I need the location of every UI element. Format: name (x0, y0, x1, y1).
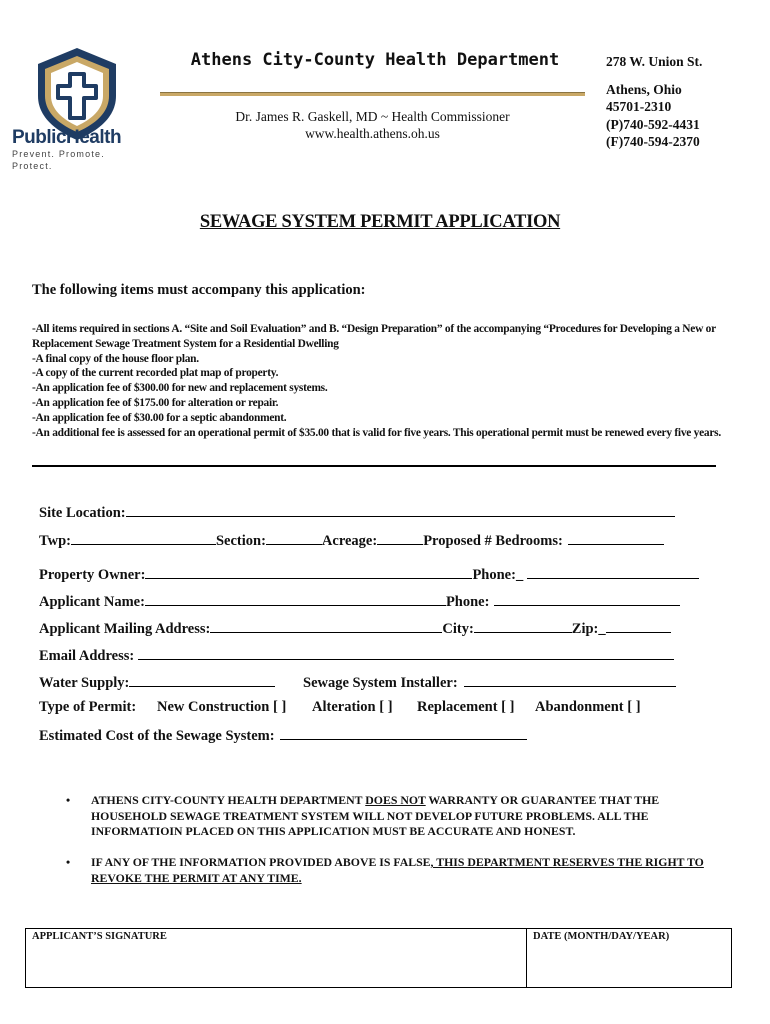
estimated-cost-field[interactable] (280, 724, 527, 740)
location-details-row (39, 529, 664, 547)
signature-table (25, 928, 732, 988)
header-divider (160, 92, 585, 96)
mailing-address-label: Applicant Mailing Address: (39, 621, 211, 637)
applicant-signature-cell[interactable] (26, 929, 527, 987)
applicant-name-row (39, 590, 680, 608)
requirement-item: -An application fee of $300.00 for new and replacement systems. (32, 382, 328, 395)
twp-field[interactable] (71, 529, 216, 545)
disclaimer-revoke (66, 855, 726, 886)
property-owner-label: Property Owner: (39, 567, 146, 583)
owner-phone-field[interactable] (527, 563, 699, 579)
disclaimer-text: IF ANY OF THE INFORMATION PROVIDED ABOVE IS FALSE, THIS DEPARTMENT RESERVES THE RIGHT TO REVOKE THE PERMIT AT ANY TIME. (91, 855, 704, 885)
street-address: 278 W. Union St. (606, 54, 703, 69)
property-owner-row (39, 563, 699, 581)
applicant-phone-label: Phone: (445, 594, 490, 610)
permit-type-row (39, 698, 136, 716)
zip-field[interactable] (606, 617, 671, 633)
bedrooms-label: Proposed # Bedrooms: (423, 533, 563, 549)
commissioner-name: Dr. James R. Gaskell, MD ~ Health Commissioner (235, 109, 510, 124)
city-field[interactable] (474, 617, 572, 633)
applicant-phone-field[interactable] (494, 590, 680, 606)
owner-phone-label: Phone:_ (472, 567, 524, 583)
water-supply-label: Water Supply: (39, 675, 130, 691)
signature-date-cell[interactable] (527, 929, 731, 987)
acreage-label: Acreage: (321, 533, 378, 549)
signature-date-label: DATE (MONTH/DAY/YEAR) (533, 931, 670, 942)
logo-title: PublicHealth (12, 127, 122, 148)
water-supply-field[interactable] (129, 671, 275, 687)
installer-row (303, 671, 676, 689)
section-field[interactable] (266, 529, 322, 545)
acreage-field[interactable] (377, 529, 423, 545)
section-label: Section: (215, 533, 266, 549)
requirements-heading: The following items must accompany this application: (32, 282, 366, 298)
requirement-item: -An application fee of $30.00 for a septic abandonment. (32, 411, 287, 424)
section-divider (32, 465, 716, 467)
disclaimer-text: ATHENS CITY-COUNTY HEALTH DEPARTMENT DOES NOT WARRANTY OR GUARANTEE THAT THE HOUSEHOLD SEWAGE TREATMENT SYSTEM WILL NOT DEVELOP FUTURE PROBLEMS. ALL THE INFORMATIOIN PLACED ON THIS APPLICATION MUST BE ACCURATE AND HONEST. (91, 793, 660, 838)
city-label: City: (442, 621, 474, 637)
permit-type-abandonment[interactable]: Abandonment [ ] (535, 699, 641, 715)
permit-type-new-construction[interactable]: New Construction [ ] (157, 699, 287, 715)
disclaimer-warranty (66, 793, 726, 840)
permit-type-replacement[interactable]: Replacement [ ] (417, 699, 515, 715)
requirement-item: -An additional fee is assessed for an operational permit of $35.00 that is valid for five years. This operational permit must be renewed every five years. (32, 426, 721, 439)
site-location-label: Site Location: (39, 505, 126, 521)
requirement-item: -A copy of the current recorded plat map of property. (32, 367, 279, 380)
applicant-signature-label: APPLICANT’S SIGNATURE (32, 931, 167, 942)
site-location-field[interactable] (126, 501, 675, 517)
address-block (606, 53, 766, 151)
installer-field[interactable] (464, 671, 676, 687)
requirement-item: -A final copy of the house floor plan. (32, 352, 199, 365)
water-supply-row (39, 671, 275, 689)
permit-type-label: Type of Permit: (39, 699, 137, 715)
commissioner-block (160, 108, 585, 142)
city-state: Athens, Ohio (606, 81, 682, 97)
zip-label: Zip:_ (571, 621, 606, 637)
form-title: SEWAGE SYSTEM PERMIT APPLICATION (199, 212, 561, 232)
twp-label: Twp: (39, 533, 71, 549)
mailing-address-field[interactable] (210, 617, 442, 633)
requirements-list (32, 322, 722, 440)
installer-label: Sewage System Installer: (303, 675, 458, 691)
permit-type-alteration[interactable]: Alteration [ ] (312, 699, 393, 715)
applicant-name-field[interactable] (145, 590, 446, 606)
mailing-address-row (39, 617, 671, 635)
department-name: Athens City-County Health Department (190, 50, 560, 70)
requirement-item: -An application fee of $175.00 for alteration or repair. (32, 396, 279, 409)
website-link[interactable]: www.health.athens.oh.us (305, 126, 440, 141)
property-owner-field[interactable] (145, 563, 472, 579)
bullet-icon: • (66, 855, 71, 869)
estimated-cost-row (39, 724, 527, 742)
phone-number: (P)740-592-4431 (606, 116, 700, 132)
zip-code: 45701-2310 (606, 99, 672, 114)
email-label: Email Address: (39, 648, 135, 664)
logo-text (12, 128, 147, 172)
fax-number: (F)740-594-2370 (606, 134, 700, 149)
email-field[interactable] (138, 644, 674, 660)
email-row (39, 644, 674, 662)
bedrooms-field[interactable] (568, 529, 664, 545)
requirement-item: -All items required in sections A. “Site and Soil Evaluation” and B. “Design Preparation” of the accompanying “Procedures for Developing a New or Replacement Sewage Treatment System for a Residential Dwelling (32, 323, 716, 350)
site-location-row (39, 501, 675, 519)
bullet-icon: • (66, 793, 71, 807)
logo-tagline: Prevent. Promote. Protect. (12, 149, 105, 171)
applicant-name-label: Applicant Name: (39, 594, 145, 610)
estimated-cost-label: Estimated Cost of the Sewage System: (39, 728, 275, 744)
